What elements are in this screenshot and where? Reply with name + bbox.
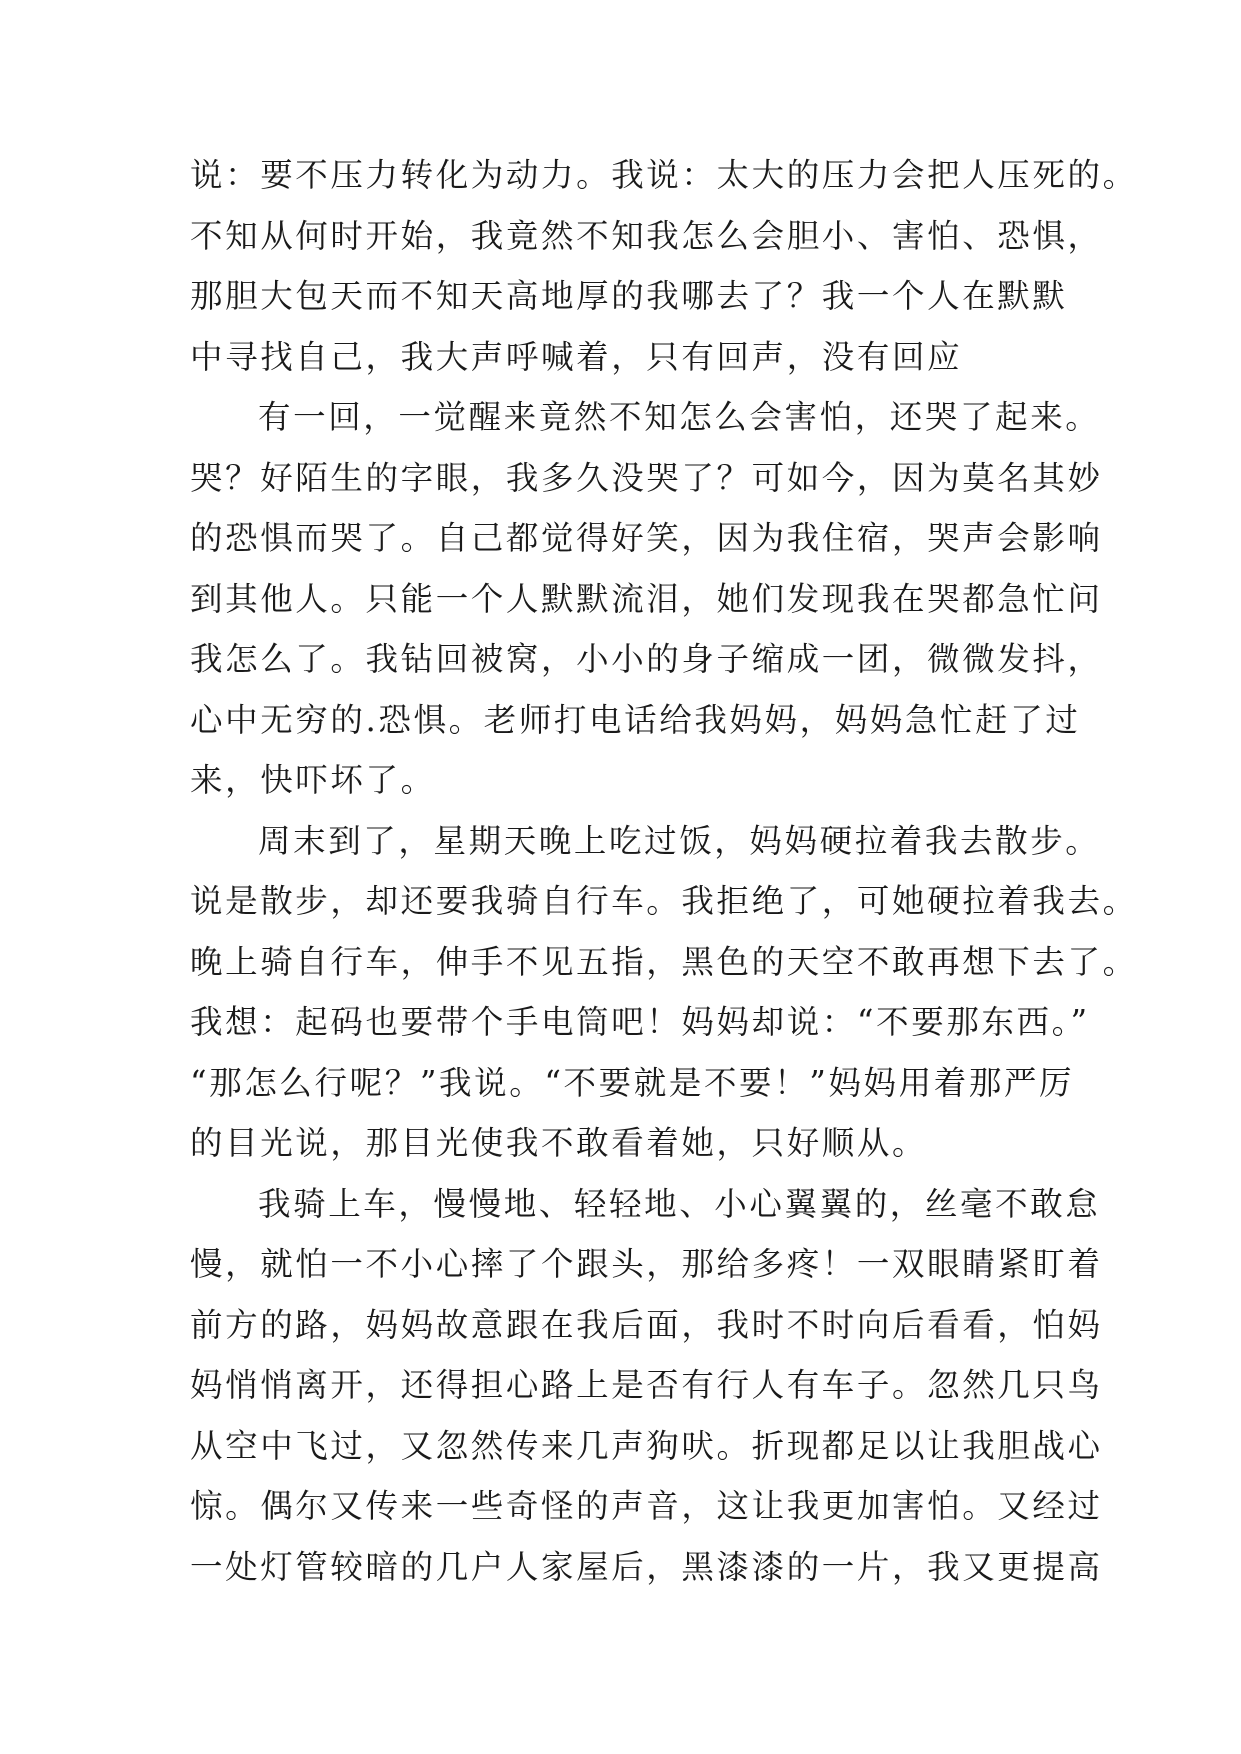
text-line: 不知从何时开始，我竟然不知我怎么会胆小、害怕、恐惧， bbox=[190, 216, 1103, 255]
text-line: 的恐惧而哭了。自己都觉得好笑，因为我住宿，哭声会影响 bbox=[190, 519, 1103, 557]
text-line: 哭？好陌生的字眼，我多久没哭了？可如今，因为莫名其妙 bbox=[190, 458, 1103, 497]
text-line: “那怎么行呢？”我说。“不要就是不要！”妈妈用着那严厉 bbox=[190, 1063, 1075, 1102]
text-line: 周末到了，星期天晚上吃过饭，妈妈硬拉着我去散步。 bbox=[258, 821, 1101, 860]
text-line: 来，快吓坏了。 bbox=[190, 761, 436, 799]
text-line: 前方的路，妈妈故意跟在我后面，我时不时向后看看，怕妈 bbox=[190, 1305, 1103, 1344]
text-line: 惊。偶尔又传来一些奇怪的声音，这让我更加害怕。又经过 bbox=[190, 1487, 1103, 1525]
text-line: 中寻找自己，我大声呼喊着，只有回声，没有回应 bbox=[190, 337, 963, 376]
text-line: 到其他人。只能一个人默默流泪，她们发现我在哭都急忙问 bbox=[190, 579, 1103, 618]
text-line: 我怎么了。我钻回被窝，小小的身子缩成一团，微微发抖， bbox=[190, 640, 1103, 678]
text-line: 说是散步，却还要我骑自行车。我拒绝了，可她硬拉着我去。 bbox=[190, 882, 1138, 920]
text-line: 心中无穷的.恐惧。老师打电话给我妈妈，妈妈急忙赶了过 bbox=[190, 700, 1081, 739]
body-text bbox=[190, 145, 1138, 1597]
text-line: 我想：起码也要带个手电筒吧！妈妈却说：“不要那东西。” bbox=[190, 1003, 1090, 1041]
text-line: 晚上骑自行车，伸手不见五指，黑色的天空不敢再想下去了。 bbox=[190, 942, 1138, 981]
text-line: 那胆大包天而不知天高地厚的我哪去了？我一个人在默默 bbox=[190, 277, 1068, 315]
text-line: 从空中飞过，又忽然传来几声狗吠。折现都足以让我胆战心 bbox=[190, 1426, 1103, 1465]
text-line: 我骑上车，慢慢地、轻轻地、小心翼翼的，丝毫不敢怠 bbox=[258, 1184, 1101, 1223]
text-line: 说：要不压力转化为动力。我说：太大的压力会把人压死的。 bbox=[190, 156, 1138, 194]
text-line: 慢，就怕一不小心摔了个跟头，那给多疼！一双眼睛紧盯着 bbox=[190, 1245, 1103, 1283]
text-line: 妈悄悄离开，还得担心路上是否有行人有车子。忽然几只鸟 bbox=[190, 1366, 1103, 1404]
text-line: 有一回，一觉醒来竟然不知怎么会害怕，还哭了起来。 bbox=[258, 398, 1101, 436]
text-line: 一处灯管较暗的几户人家屋后，黑漆漆的一片，我又更提高 bbox=[190, 1547, 1103, 1586]
text-line: 的目光说，那目光使我不敢看着她，只好顺从。 bbox=[190, 1124, 928, 1162]
